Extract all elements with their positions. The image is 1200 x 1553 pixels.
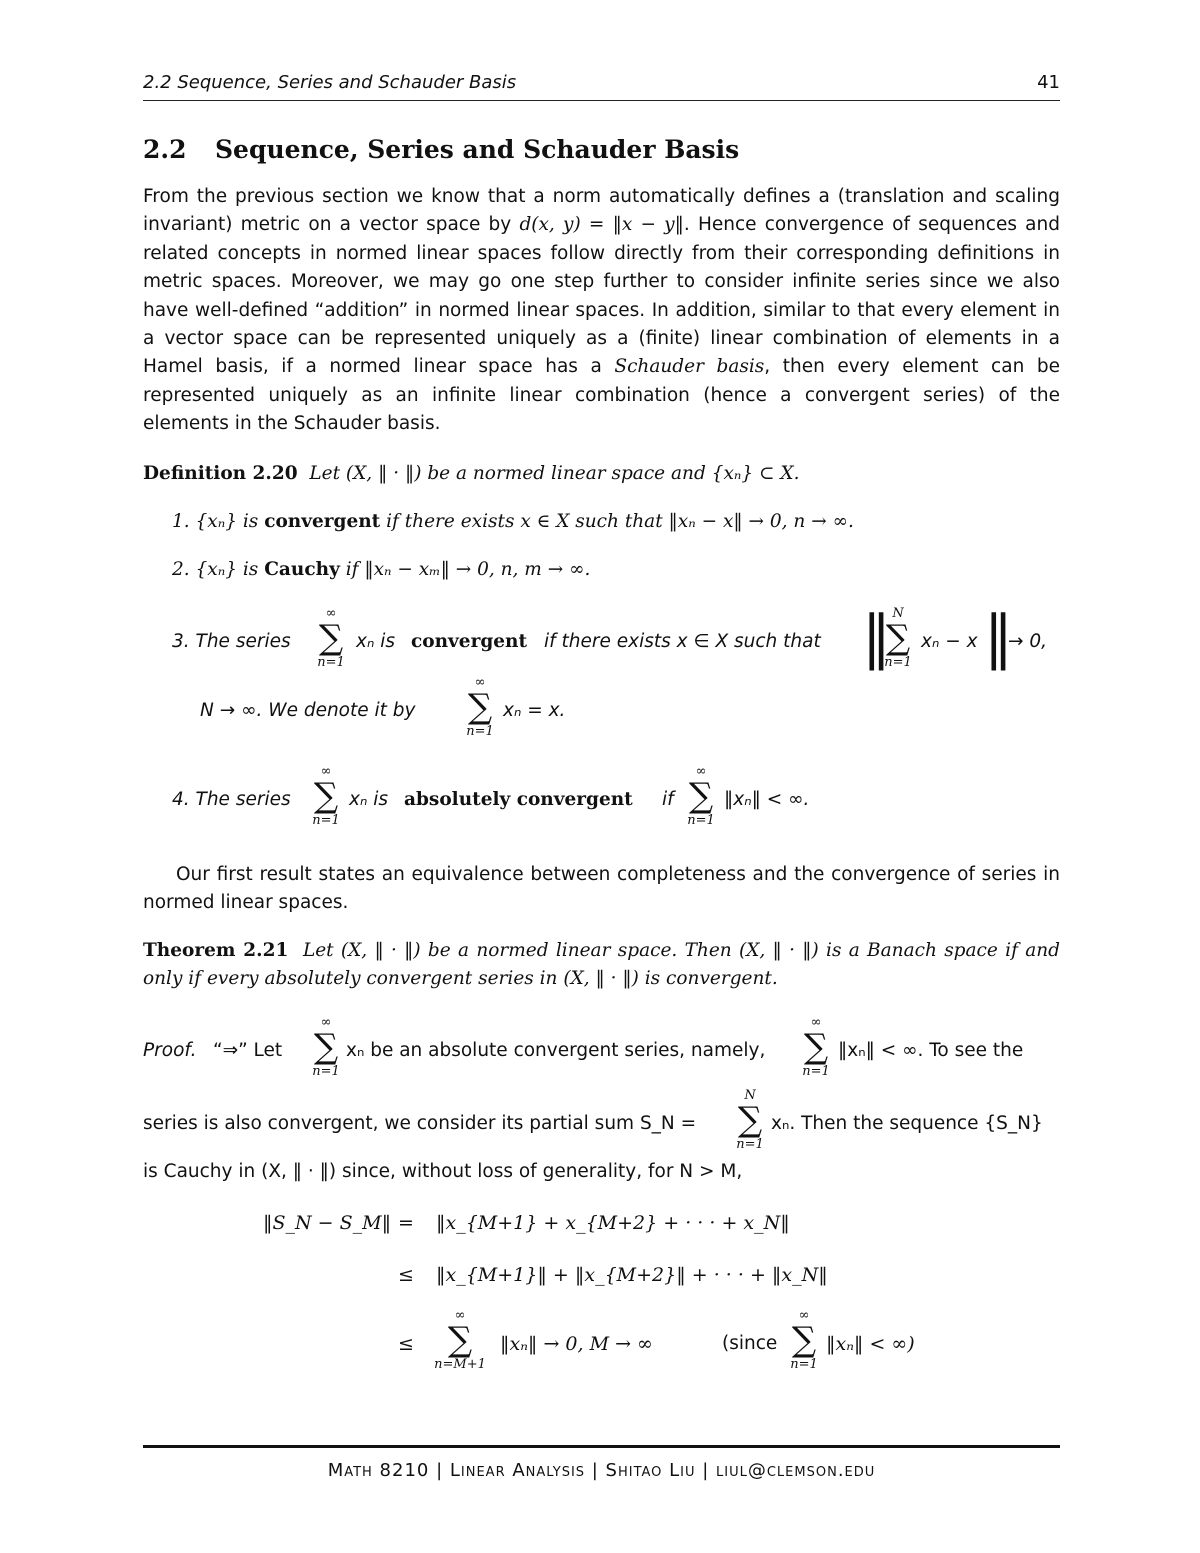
sigma-symbol: ∑ (447, 1320, 473, 1360)
eq-rhs-3: ‖xₙ‖ → 0, M → ∞ (500, 1333, 653, 1355)
section-title: Sequence, Series and Schauder Basis (215, 135, 740, 164)
proof-sum-1 (306, 1015, 346, 1079)
eq-sum-2 (784, 1308, 824, 1372)
definition-statement: Let (X, ‖ · ‖) be a normed linear space and {xₙ} ⊂ X. (309, 463, 800, 484)
proof-line1-end: ‖xₙ‖ < ∞. To see the (838, 1040, 1024, 1061)
sum-upper: N (744, 1088, 756, 1103)
intro-text-1: From the previous section we know that a norm automatically defines a (translation and scaling invariant) metric on a vector space by (143, 186, 1060, 236)
sigma-symbol: ∑ (791, 1320, 817, 1360)
sum-upper: N (892, 606, 904, 621)
theorem-statement: Let (X, ‖ · ‖) be a normed linear space. Then (X, ‖ · ‖) is a Banach space if and only if every absolutely convergent series in (X, ‖ · ‖) is convergent. (143, 940, 1061, 990)
proof-sum-3 (730, 1088, 770, 1152)
eq-lhs: ‖S_N − S_M‖ (263, 1212, 392, 1234)
theorem (143, 937, 1060, 994)
definition-label: Definition 2.20 (143, 463, 298, 484)
definition-item-1 (172, 511, 854, 532)
sum-lower: n=1 (687, 813, 715, 828)
proof-sum-2 (796, 1015, 836, 1079)
sum-lower: n=1 (790, 1357, 818, 1372)
page-number: 41 (1037, 72, 1060, 93)
sigma-symbol: ∑ (737, 1100, 763, 1140)
sum-upper: ∞ (320, 764, 332, 779)
sigma-symbol: ∑ (688, 776, 714, 816)
sum-upper: ∞ (474, 675, 486, 690)
proof-line2-pre: series is also convergent, we consider its partial sum S_N = (143, 1113, 697, 1134)
sigma-symbol: ∑ (313, 776, 339, 816)
sum-lower: n=1 (884, 655, 912, 670)
theorem-label: Theorem 2.21 (143, 940, 289, 961)
eq-rhs-2: ‖x_{M+1}‖ + ‖x_{M+2}‖ + · · · + ‖x_N‖ (436, 1264, 828, 1286)
section-heading (143, 135, 739, 164)
item3-post: if there exists x ∈ X such that (544, 631, 821, 652)
intro-text-3: , then every element can be represented uniquely as an infinite linear combination (hence a convergent series) of the elements in the Schauder basis. (143, 356, 1060, 435)
sum-upper: ∞ (798, 1308, 810, 1323)
sum-lower: n=1 (736, 1137, 764, 1152)
sum-lower: n=M+1 (434, 1357, 486, 1372)
proof-line3: is Cauchy in (X, ‖ · ‖) since, without loss of generality, for N > M, (143, 1161, 743, 1182)
item4-if: if (662, 789, 674, 810)
sigma-symbol: ∑ (803, 1027, 829, 1067)
item2-post: if ‖xₙ − xₘ‖ → 0, n, m → ∞. (339, 559, 591, 580)
eq-equals: = (398, 1212, 414, 1234)
intro-text-2: . Hence convergence of sequences and related concepts in normed linear spaces follow directly from their corresponding definitions in metric spaces. Moreover, we may go one step further to consider infinite series since we also have well-defined “addition” in normed linear spaces. In addition, similar to that every element in a vector space can be represented uniquely as a (finite) linear combination of elements in a Hamel basis, if a normed linear space has a (143, 214, 1060, 378)
footer-text: Math 8210 | Linear Analysis | Shitao Liu | liul@clemson.edu (327, 1460, 876, 1481)
running-header-title: 2.2 Sequence, Series and Schauder Basis (143, 72, 517, 93)
item3-bold: convergent (411, 631, 528, 652)
item1-bold: convergent (264, 511, 381, 532)
proof-line1-mid: xₙ be an absolute convergent series, namely, (346, 1040, 766, 1061)
sum-upper: ∞ (810, 1015, 822, 1030)
item1-post: if there exists x ∈ X such that ‖xₙ − x‖ → 0, n → ∞. (380, 511, 854, 532)
item3-norm-sum (878, 606, 918, 670)
proof-label: Proof. (143, 1040, 197, 1061)
item3-norm-term: xₙ − x (921, 631, 978, 652)
item3-line2-post: xₙ = x. (503, 700, 566, 721)
item3-sum (311, 606, 351, 670)
eq-since: (since (722, 1333, 778, 1354)
item4-term: xₙ is (349, 789, 388, 810)
intro-schauder-basis: Schauder basis (614, 356, 765, 378)
norm-right-bars: ‖ (984, 603, 1013, 671)
intro-paragraph (143, 183, 1060, 439)
item4-sum (306, 764, 346, 828)
item2-pre: 2. {xₙ} is (172, 559, 265, 580)
item4-post: ‖xₙ‖ < ∞. (724, 789, 810, 810)
sigma-symbol: ∑ (467, 687, 493, 727)
eq-since-tail: ‖xₙ‖ < ∞) (826, 1333, 915, 1355)
sum-upper: ∞ (454, 1308, 466, 1323)
item2-bold: Cauchy (264, 559, 340, 580)
sum-upper: ∞ (325, 606, 337, 621)
norm-left-bars: ‖ (862, 603, 891, 671)
item3-term: xₙ is (356, 631, 395, 652)
definition-item-2 (172, 559, 590, 580)
proof-arrow: “⇒” Let (213, 1040, 283, 1061)
proof-line2-post: xₙ. Then the sequence {S_N} (771, 1113, 1043, 1134)
item4-bold: absolutely convergent (404, 789, 633, 810)
item4-abs-sum (681, 764, 721, 828)
sigma-symbol: ∑ (885, 618, 911, 658)
running-header (143, 72, 1060, 101)
item3-pre: 3. The series (172, 631, 291, 652)
sigma-symbol: ∑ (313, 1027, 339, 1067)
sum-lower: n=1 (312, 1064, 340, 1079)
sigma-symbol: ∑ (318, 618, 344, 658)
item3-tail: → 0, (1008, 631, 1048, 652)
item1-pre: 1. {xₙ} is (172, 511, 265, 532)
eq-rhs-1: ‖x_{M+1} + x_{M+2} + · · · + x_N‖ (436, 1212, 790, 1234)
footer (143, 1445, 1060, 1481)
item3-line2-sum (460, 675, 500, 739)
eq-le-2: ≤ (398, 1333, 414, 1355)
definition-heading (143, 463, 799, 484)
sum-lower: n=1 (312, 813, 340, 828)
eq-le-1: ≤ (398, 1264, 414, 1286)
item4-pre: 4. The series (172, 789, 291, 810)
sum-upper: ∞ (320, 1015, 332, 1030)
sum-lower: n=1 (317, 655, 345, 670)
item3-line2-pre: N → ∞. We denote it by (200, 700, 416, 721)
intro-metric: d(x, y) = ‖x − y‖ (519, 214, 684, 236)
sum-lower: n=1 (466, 724, 494, 739)
section-number: 2.2 (143, 135, 187, 164)
sum-lower: n=1 (802, 1064, 830, 1079)
transition-paragraph: Our first result states an equivalence between completeness and the convergence of series in normed linear spaces. (143, 864, 1060, 914)
eq-sum-1 (430, 1308, 490, 1372)
sum-upper: ∞ (695, 764, 707, 779)
